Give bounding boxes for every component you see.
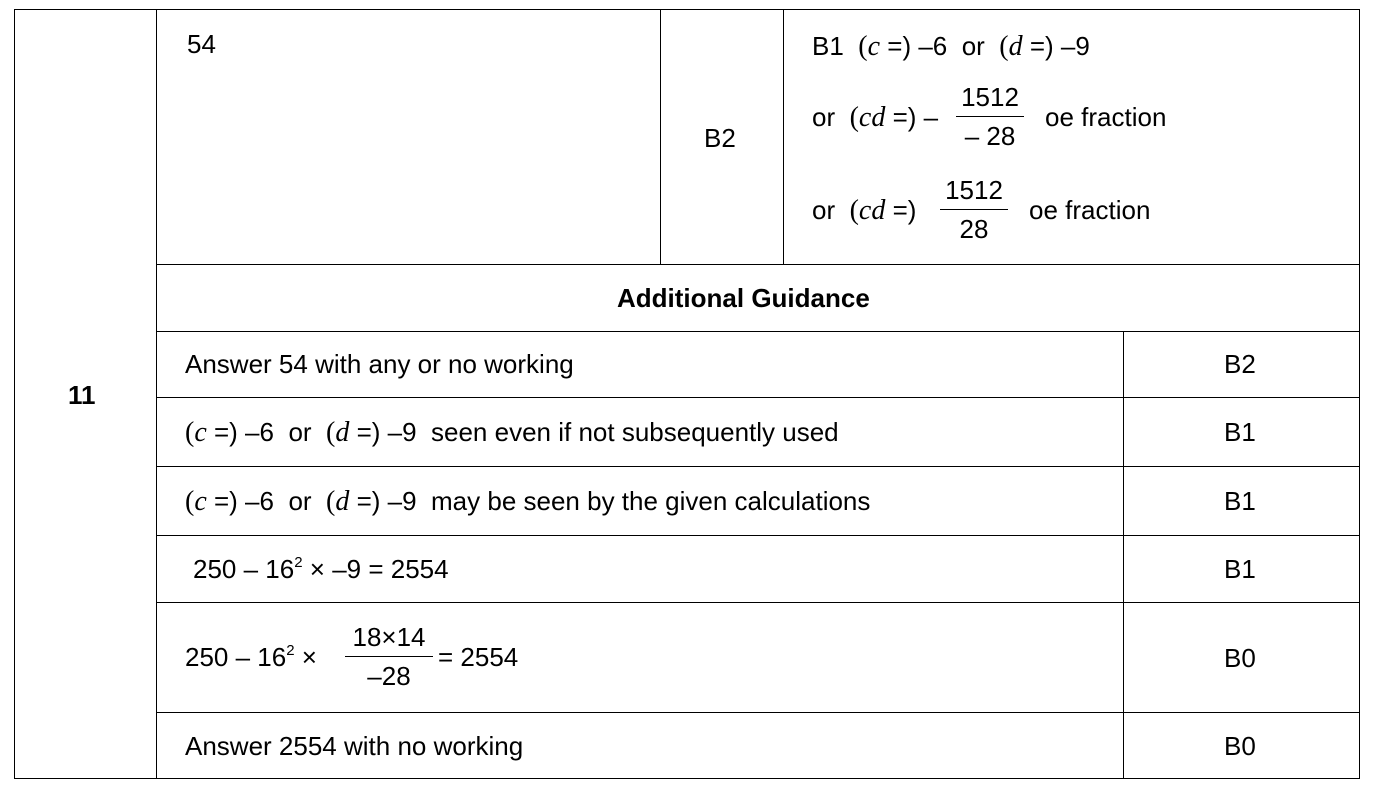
variable-c: c bbox=[194, 417, 207, 448]
mark-value: B2 bbox=[704, 123, 736, 153]
scheme-b1-label: B1 bbox=[812, 31, 844, 61]
guidance-text: $250 - 16^2$ × bbox=[185, 642, 317, 672]
guidance-text: $250 - 16^2 \times -9 = 2554$ bbox=[193, 554, 449, 584]
scheme-line-1: B1 (c =) –6 or (d =) –9 bbox=[812, 31, 1090, 62]
row-divider bbox=[156, 602, 1360, 603]
scheme-line-2-prefix: or (cd =) – bbox=[812, 102, 939, 133]
answer-value: 54 bbox=[187, 29, 216, 59]
fraction-guidance: 18×14 –28 bbox=[345, 622, 433, 691]
guidance-text: (c =) –6 or (d =) –9 seen even if not subsequently used bbox=[185, 417, 839, 448]
row-divider bbox=[156, 331, 1360, 332]
row-divider bbox=[156, 535, 1360, 536]
table-border-left bbox=[14, 9, 15, 779]
guidance-header: Additional Guidance bbox=[617, 283, 870, 313]
table-border-right bbox=[1359, 9, 1360, 779]
guidance-mark: B2 bbox=[1224, 349, 1256, 379]
guidance-mark: B1 bbox=[1224, 554, 1256, 584]
variable-d: d bbox=[335, 486, 350, 517]
guidance-mark: B0 bbox=[1224, 643, 1256, 673]
guidance-text: Answer 2554 with no working bbox=[185, 731, 524, 761]
guidance-text: Answer 54 with any or no working bbox=[185, 349, 574, 379]
table-border-bottom bbox=[14, 778, 1360, 779]
variable-cd: cd bbox=[858, 195, 886, 226]
guidance-result: = 2554 bbox=[438, 642, 519, 672]
variable-c: c bbox=[867, 31, 881, 62]
fraction-neg: 1512 – 28 bbox=[956, 82, 1024, 151]
question-column-divider bbox=[156, 9, 157, 779]
fraction-pos: 1512 28 bbox=[940, 175, 1008, 244]
row-divider bbox=[156, 264, 1360, 265]
variable-cd: cd bbox=[858, 102, 886, 133]
answer-mark-divider bbox=[660, 9, 661, 265]
guidance-mark: B1 bbox=[1224, 417, 1256, 447]
guidance-mark: B0 bbox=[1224, 731, 1256, 761]
scheme-line-2-suffix: oe fraction bbox=[1045, 102, 1167, 132]
mark-scheme-divider bbox=[783, 9, 784, 265]
guidance-mark: B1 bbox=[1224, 486, 1256, 516]
variable-d: d bbox=[335, 417, 350, 448]
variable-d: d bbox=[1008, 31, 1023, 62]
guidance-text: (c =) –6 or (d =) –9 may be seen by the given calculations bbox=[185, 486, 871, 517]
row-divider bbox=[156, 397, 1360, 398]
variable-c: c bbox=[194, 486, 207, 517]
table-border-top bbox=[14, 9, 1360, 10]
question-number: 11 bbox=[68, 380, 96, 410]
scheme-line-3-prefix: or (cd =) bbox=[812, 195, 917, 226]
row-divider bbox=[156, 712, 1360, 713]
guidance-mark-divider bbox=[1123, 331, 1124, 779]
row-divider bbox=[156, 466, 1360, 467]
scheme-line-3-suffix: oe fraction bbox=[1029, 195, 1151, 225]
